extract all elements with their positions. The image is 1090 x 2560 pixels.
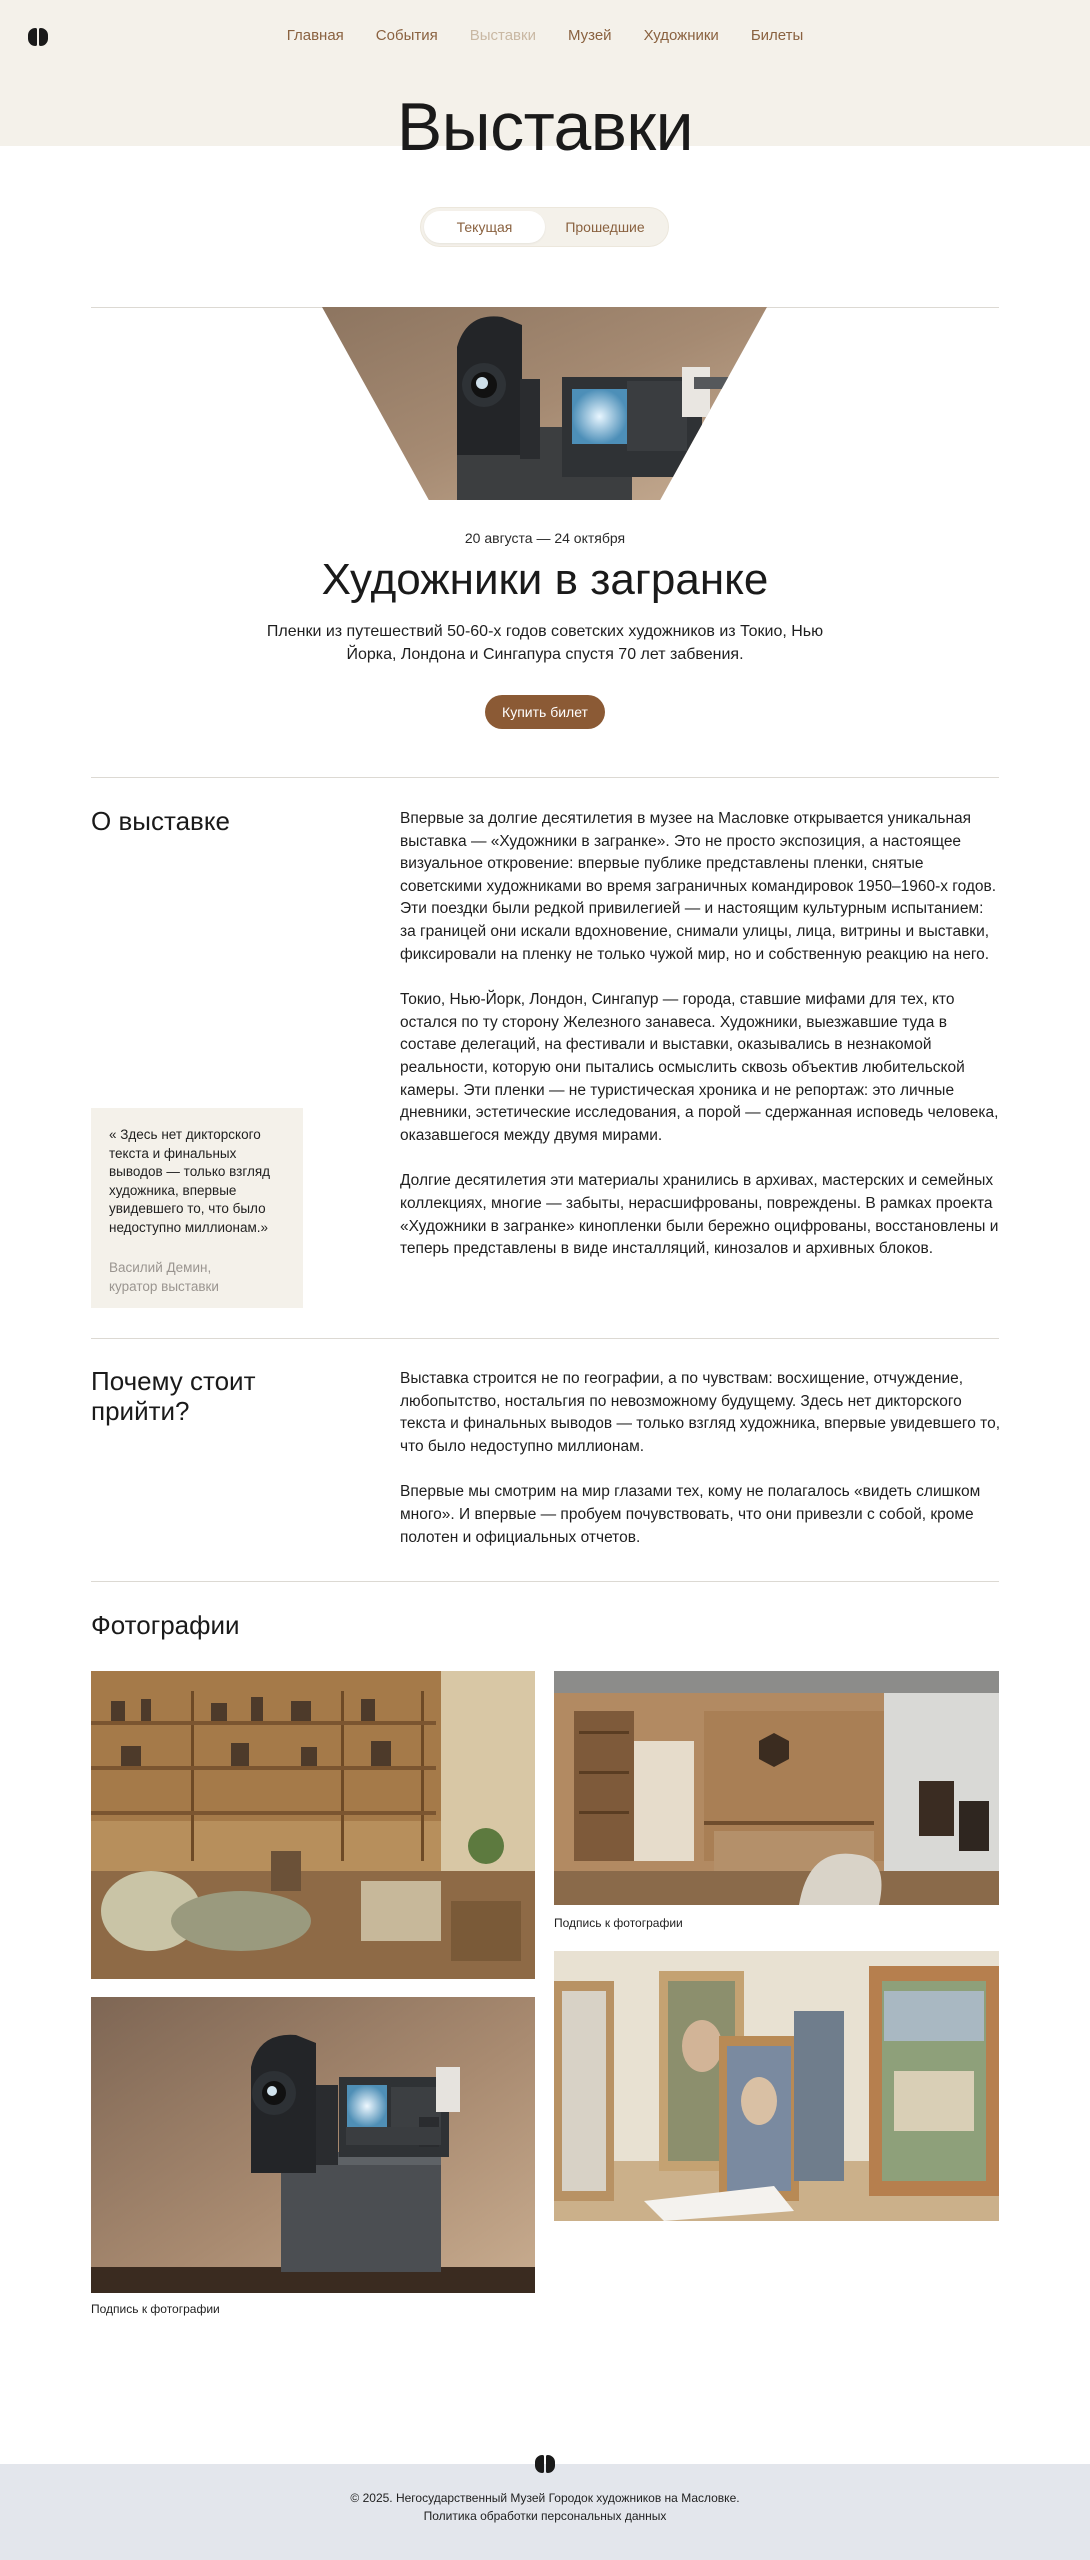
main-nav — [0, 27, 1090, 44]
page-title: Выставки — [396, 89, 694, 165]
privacy-policy-link[interactable]: Политика обработки персональных данных — [423, 2509, 667, 2523]
why-text — [400, 1368, 1000, 1572]
photo-studio-interior[interactable] — [91, 1671, 535, 1979]
quote-author: Василий Демин, куратор выставки — [109, 1260, 219, 1294]
exhibition-tabs — [420, 207, 669, 247]
about-text — [400, 808, 1000, 1284]
quote-text: « Здесь нет дикторского текста и финальных выводов — только взгляд художника, впервые увидевшего то, что было недоступно миллионам.» — [109, 1127, 271, 1235]
nav-item-museum[interactable]: Музей — [567, 27, 612, 44]
museum-logo-icon[interactable] — [535, 2455, 555, 2473]
photo-framed-paintings[interactable] — [554, 1951, 999, 2221]
about-paragraph: Долгие десятилетия эти материалы хранились в архивах, мастерских и семейных коллекциях, многие — забыты, нерасшифрованы, повреждены. В рамках проекта «Художники в загранке» кинопленки были бережно оцифрованы, восстановлены и теперь представлены в виде инсталляций, кинозалов и архивных блоков. — [400, 1172, 999, 1258]
why-paragraph: Выставка строится не по географии, а по чувствам: восхищение, отчуждение, любопытство, ностальгия по невозможному будущему. Здесь нет дикторского текста и финальных выводов — только взгляд художника, впервые увидевшего то, что было недоступно миллионам. — [400, 1370, 1001, 1455]
about-heading: О выставке — [91, 806, 230, 836]
nav-item-tickets[interactable]: Билеты — [750, 27, 804, 44]
footer-copyright: © 2025. Негосударственный Музей Городок художников на Масловке. — [350, 2491, 740, 2505]
exhibition-subtitle: Пленки из путешествий 50-60-х годов советских художников из Токио, Нью Йорка, Лондона и Сингапура спустя 70 лет забвения. — [266, 623, 824, 663]
nav-item-exhibitions[interactable]: Выставки — [469, 27, 536, 44]
why-heading: Почему стоит прийти? — [91, 1366, 256, 1426]
buy-ticket-button[interactable]: Купить билет — [485, 695, 605, 729]
photo-caption: Подпись к фотографии — [91, 2302, 220, 2316]
divider — [91, 1581, 999, 1582]
photos-heading: Фотографии — [91, 1610, 240, 1640]
nav-item-home[interactable]: Главная — [286, 27, 344, 44]
why-paragraph: Впервые мы смотрим на мир глазами тех, кому не полагалось «видеть слишком много». И впервые — пробуем почувствовать, что они привезли с собой, кроме полотен и официальных отчетов. — [400, 1483, 981, 1546]
about-paragraph: Впервые за долгие десятилетия в музее на Масловке открывается уникальная выставка — «Художники в загранке». Это не просто экспозиция, а настоящее визуальное откровение: впервые публике представлены пленки, снятые советскими художниками во время заграничных командировок 1950–1960-х годов. Эти поездки были редкой привилегией — и настоящим культурным испытанием: за границей они искали вдохновение, снимали улицы, лица, витрины и выставки, фиксировали на пленку не только чужой мир, но и собственную реакцию на него. — [400, 810, 997, 963]
divider — [91, 777, 999, 778]
hero-image — [322, 307, 767, 500]
slide-projector-image — [322, 307, 767, 500]
exhibition-dates: 20 августа — 24 октября — [464, 530, 626, 546]
tab-past[interactable]: Прошедшие — [565, 219, 645, 235]
curator-quote — [91, 1108, 303, 1308]
exhibition-title: Художники в загранке — [321, 555, 769, 604]
nav-item-events[interactable]: События — [375, 27, 438, 44]
photo-wood-room[interactable] — [554, 1671, 999, 1905]
divider — [91, 1338, 999, 1339]
nav-item-artists[interactable]: Художники — [643, 27, 719, 44]
tab-current[interactable]: Текущая — [424, 211, 545, 243]
photo-caption: Подпись к фотографии — [554, 1916, 683, 1930]
photo-slide-projector[interactable] — [91, 1997, 535, 2293]
about-paragraph: Токио, Нью-Йорк, Лондон, Сингапур — города, ставшие мифами для тех, кто остался по ту сторону Железного занавеса. Художники, выезжавшие туда в составе делегаций, на фестивали и выставки, оказывались в незнакомой реальности, которую они пытались осмыслить сквозь объектив любительской камеры. Эти пленки — не туристическая хроника и не репортаж: это личные дневники, эстетические исследования, а порой — сдержанная исповедь человека, оказавшегося между двумя мирами. — [400, 991, 999, 1144]
